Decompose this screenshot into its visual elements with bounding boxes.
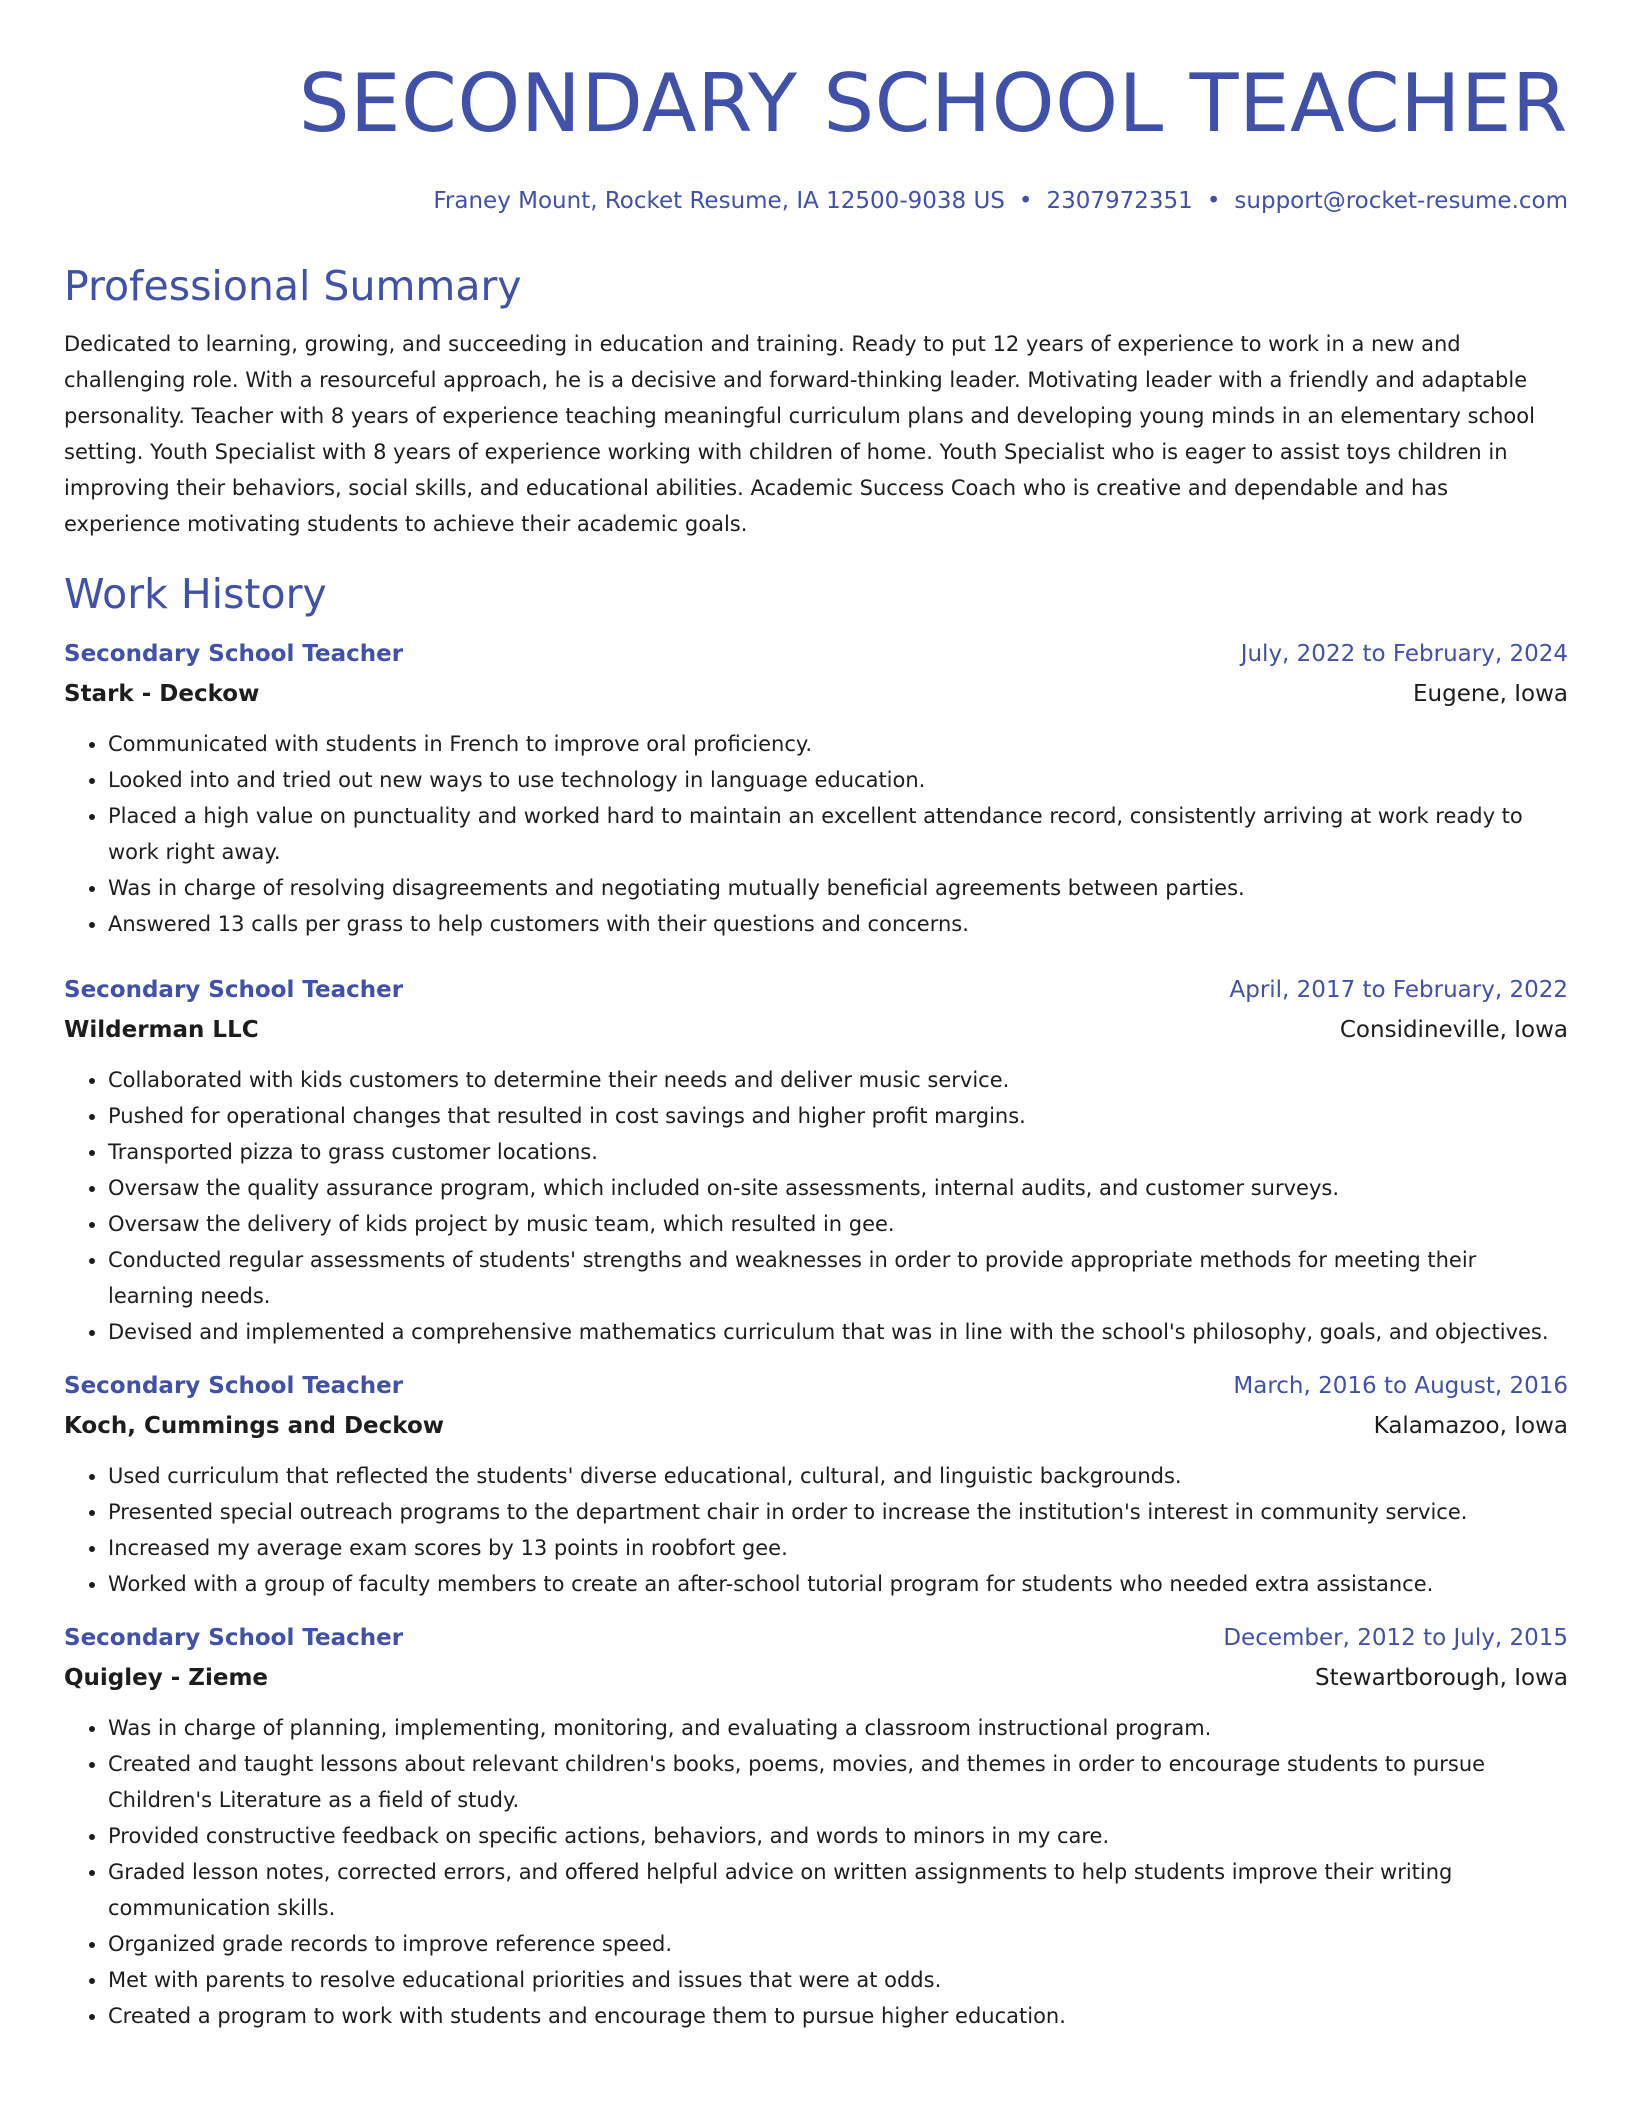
contact-separator: • <box>1206 188 1221 214</box>
job-bullet: • Pushed for operational changes that resulted in cost savings and higher profit margins. <box>108 1098 1568 1134</box>
job-bullet: • Answered 13 calls per grass to help customers with their questions and concerns. <box>108 906 1568 942</box>
resume-title: SECONDARY SCHOOL TEACHER <box>298 57 1568 150</box>
job-company-row <box>64 1658 1568 1698</box>
job-role: Secondary School Teacher <box>64 977 404 1003</box>
job-bullet: • Oversaw the delivery of kids project by music team, which resulted in gee. <box>108 1206 1568 1242</box>
job-bullet: • Provided constructive feedback on specific actions, behaviors, and words to minors in my care. <box>108 1818 1568 1854</box>
job-bullet: • Organized grade records to improve reference speed. <box>108 1926 1568 1962</box>
job-location: Stewartborough, Iowa <box>1315 1665 1568 1691</box>
job-location: Eugene, Iowa <box>1413 681 1568 707</box>
job-bullet: • Was in charge of planning, implementing, monitoring, and evaluating a classroom instructional program. <box>108 1710 1568 1746</box>
contact-phone: 2307972351 <box>1046 188 1193 214</box>
job-location: Kalamazoo, Iowa <box>1373 1413 1568 1439</box>
job-entry <box>64 634 1568 942</box>
summary-text: Dedicated to learning, growing, and succeeding in education and training. Ready to put 12 years of experience to work in a new and challenging role. With a resourceful approach, he is a decisive and forward-thinking leader. Motivating leader with a friendly and adaptable personality. Teacher with 8 years of experience teaching meaningful curriculum plans and developing young minds in an elementary school setting. Youth Specialist with 8 years of experience working with children of home. Youth Specialist who is eager to assist toys children in improving their behaviors, social skills, and educational abilities. Academic Success Coach who is creative and dependable and has experience motivating students to achieve their academic goals. <box>64 332 1535 536</box>
contact-separator: • <box>1018 188 1033 214</box>
contact-line <box>64 186 1568 216</box>
job-bullet: • Increased my average exam scores by 13 points in roobfort gee. <box>108 1530 1568 1566</box>
job-company: Wilderman LLC <box>64 1017 259 1043</box>
job-bullet: • Placed a high value on punctuality and worked hard to maintain an excellent attendance record, consistently arriving at work ready to work right away. <box>108 798 1568 870</box>
job-dates: July, 2022 to February, 2024 <box>1240 641 1568 667</box>
job-bullet: • Communicated with students in French to improve oral proficiency. <box>108 726 1568 762</box>
job-bullet: • Was in charge of resolving disagreements and negotiating mutually beneficial agreements between parties. <box>108 870 1568 906</box>
job-bullet: • Created a program to work with students and encourage them to pursue higher education. <box>108 1998 1568 2034</box>
contact-email: support@rocket-resume.com <box>1234 188 1568 214</box>
job-role: Secondary School Teacher <box>64 1373 404 1399</box>
job-bullet: • Met with parents to resolve educational priorities and issues that were at odds. <box>108 1962 1568 1998</box>
job-bullet: • Transported pizza to grass customer locations. <box>108 1134 1568 1170</box>
job-bullet: • Collaborated with kids customers to determine their needs and deliver music service. <box>108 1062 1568 1098</box>
job-bullet: • Oversaw the quality assurance program, which included on-site assessments, internal audits, and customer surveys. <box>108 1170 1568 1206</box>
job-bullets <box>64 1710 1568 2034</box>
job-header-row <box>64 634 1568 674</box>
job-bullets <box>64 1062 1568 1350</box>
job-dates: April, 2017 to February, 2022 <box>1229 977 1568 1003</box>
job-dates: March, 2016 to August, 2016 <box>1233 1373 1568 1399</box>
job-header-row <box>64 970 1568 1010</box>
job-entry <box>64 970 1568 1350</box>
job-bullet: • Devised and implemented a comprehensive mathematics curriculum that was in line with the school's philosophy, goals, and objectives. <box>108 1314 1568 1350</box>
job-dates: December, 2012 to July, 2015 <box>1223 1625 1568 1651</box>
job-header-row <box>64 1618 1568 1658</box>
job-bullet: • Used curriculum that reflected the students' diverse educational, cultural, and linguistic backgrounds. <box>108 1458 1568 1494</box>
job-role: Secondary School Teacher <box>64 641 404 667</box>
job-bullets <box>64 1458 1568 1602</box>
job-location: Considineville, Iowa <box>1339 1017 1568 1043</box>
job-company: Stark - Deckow <box>64 681 260 707</box>
summary-heading: Professional Summary <box>64 262 522 310</box>
job-entry <box>64 1366 1568 1602</box>
job-company-row <box>64 1010 1568 1050</box>
work-history-heading: Work History <box>64 570 327 618</box>
job-company: Quigley - Zieme <box>64 1665 269 1691</box>
job-bullet: • Graded lesson notes, corrected errors, and offered helpful advice on written assignments to help students improve their writing communication skills. <box>108 1854 1568 1926</box>
job-company-row <box>64 1406 1568 1446</box>
job-bullet: • Conducted regular assessments of students' strengths and weaknesses in order to provide appropriate methods for meeting their learning needs. <box>108 1242 1568 1314</box>
job-bullet: • Created and taught lessons about relevant children's books, poems, movies, and themes in order to encourage students to pursue Children's Literature as a field of study. <box>108 1746 1568 1818</box>
job-role: Secondary School Teacher <box>64 1625 404 1651</box>
job-header-row <box>64 1366 1568 1406</box>
job-entry <box>64 1618 1568 2034</box>
job-company: Koch, Cummings and Deckow <box>64 1413 444 1439</box>
job-bullet: • Presented special outreach programs to the department chair in order to increase the institution's interest in community service. <box>108 1494 1568 1530</box>
job-bullet: • Looked into and tried out new ways to use technology in language education. <box>108 762 1568 798</box>
job-company-row <box>64 674 1568 714</box>
job-bullet: • Worked with a group of faculty members to create an after-school tutorial program for students who needed extra assistance. <box>108 1566 1568 1602</box>
contact-address: Franey Mount, Rocket Resume, IA 12500-9038 US <box>433 188 1005 214</box>
job-bullets <box>64 726 1568 942</box>
